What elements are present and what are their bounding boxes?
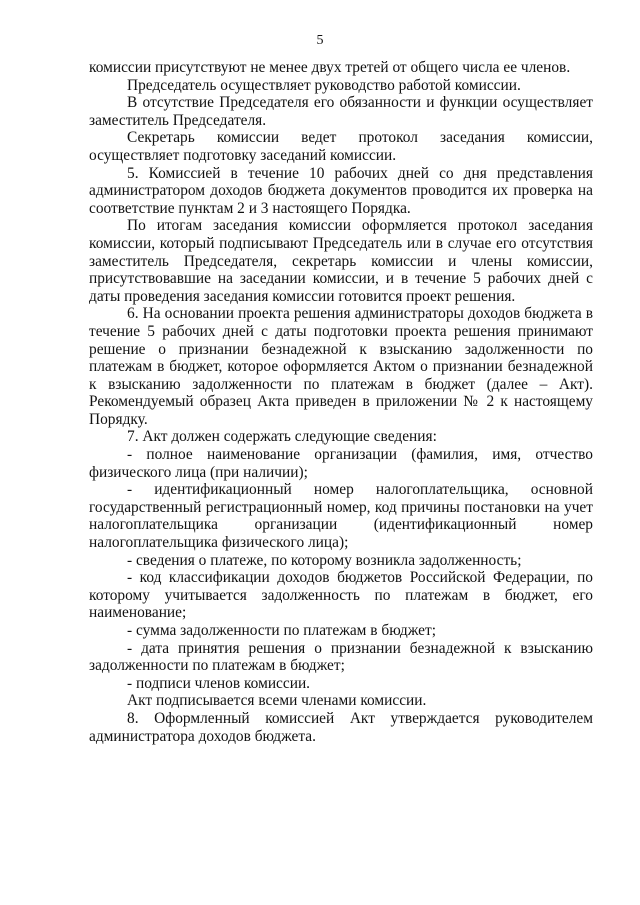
paragraph-item-5: 5. Комиссией в течение 10 рабочих дней со дня представления администратором доходов бюджета документов проводится их проверка на соответствие пунктам 2 и 3 настоящего Порядка. — [89, 164, 593, 217]
page-number: 5 — [316, 33, 324, 48]
paragraph-chairman: Председатель осуществляет руководство работой комиссии. — [127, 76, 521, 94]
paragraph-protocol: По итогам заседания комиссии оформляется протокол заседания комиссии, который подписывают Председатель или в случае его отсутствия заместитель Председателя, секретарь комиссии и члены комиссии, присутствовавшие на заседании комиссии, и в течение 5 рабочих дней с даты проведения заседания комиссии готовится проект решения. — [89, 217, 593, 305]
list-item-payment-info: - сведения о платеже, по которому возникла задолженность; — [127, 551, 522, 569]
paragraph-secretary: Секретарь комиссии ведет протокол заседания комиссии, осуществляет подготовку заседаний комиссии. — [89, 129, 593, 164]
paragraph-item-6: 6. На основании проекта решения администраторы доходов бюджета в течение 5 рабочих дней с даты подготовки проекта решения принимают решение о признании безнадежной к взысканию задолженности по платежам в бюджет, которое оформляется Актом о признании безнадежной к взысканию задолженности по платежам в бюджет (далее – Акт). Рекомендуемый образец Акта приведен в приложении № 2 к настоящему Порядку. — [89, 305, 593, 428]
paragraph-act-signed: Акт подписывается всеми членами комиссии. — [127, 692, 427, 710]
list-item-decision-date: - дата принятия решения о признании безнадежной к взысканию задолженности по платежам в бюджет; — [89, 639, 593, 675]
document-body — [89, 59, 593, 745]
paragraph-quorum: комиссии присутствуют не менее двух третей от общего числа ее членов. — [89, 59, 571, 76]
paragraph-deputy: В отсутствие Председателя его обязанности и функции осуществляет заместитель Председателя. — [89, 94, 593, 129]
list-item-taxpayer-id: - идентификационный номер налогоплательщика, основной государственный регистрационный номер, код причины постановки на учет налогоплательщика организации (идентификационный номер налогоплательщика физического лица); — [89, 481, 593, 552]
list-item-full-name: - полное наименование организации (фамилия, имя, отчество физического лица (при наличии); — [89, 446, 593, 481]
list-item-signatures: - подписи членов комиссии. — [127, 674, 311, 692]
list-item-classification-code: - код классификации доходов бюджетов Российской Федерации, по которому учитывается задолженность по платежам в бюджет, его наименование; — [89, 569, 593, 622]
list-item-debt-amount: - сумма задолженности по платежам в бюджет; — [127, 622, 437, 639]
paragraph-item-8: 8. Оформленный комиссией Акт утверждается руководителем администратора доходов бюджета. — [89, 709, 593, 745]
paragraph-item-7: 7. Акт должен содержать следующие сведения: — [127, 428, 437, 446]
